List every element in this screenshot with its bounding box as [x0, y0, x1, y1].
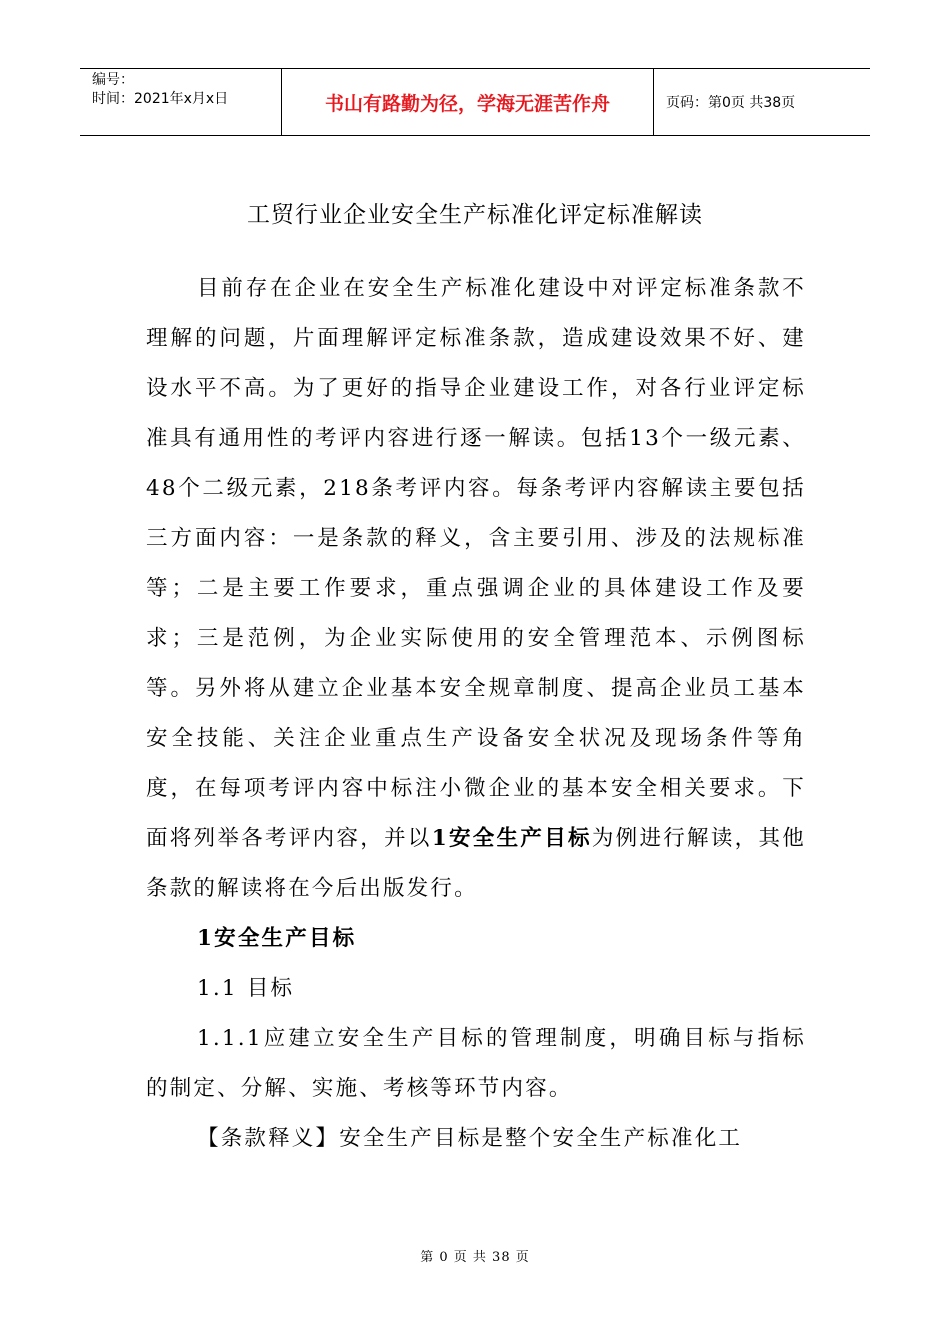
page-footer: 第 0 页 共 38 页: [420, 1250, 530, 1265]
header-meta: [80, 69, 281, 135]
document-date-label: 时间：2021年x月x日: [92, 91, 229, 107]
intro-text-part1: 目前存在企业在安全生产标准化建设中对评定标准条款不理解的问题，片面理解评定标准条款，造成建设效果不好、建设水平不高。为了更好的指导企业建设工作，对各行业评定标准具有通用性的考评内容进行逐一解读。包括13个一级元素、48个二级元素，218条考评内容。每条考评内容解读主要包括三方面内容：一是条款的释义，含主要引用、涉及的法规标准等；二是主要工作要求，重点强调企业的具体建设工作及要求；三是范例，为企业实际使用的安全管理范本、示例图标等。另外将从建立企业基本安全规章制度、提高企业员工基本安全技能、关注企业重点生产设备安全状况及现场条件等角度，在每项考评内容中标注小微企业的基本安全相关要求。下面将列举各考评内容，并以: [146, 276, 806, 851]
intro-text-bold: 1安全生产目标: [431, 826, 592, 851]
header-motto: 书山有路勤为径，学海无涯苦作舟: [324, 92, 610, 115]
header-page-info: 页码：第0页 共38页: [666, 95, 796, 111]
document-body: [146, 264, 806, 1164]
page-header: [80, 68, 870, 136]
subsection-heading: 1.1 目标: [197, 976, 295, 1001]
section-heading: 1安全生产目标: [197, 926, 357, 951]
clause-paragraph: 1.1.1应建立安全生产目标的管理制度，明确目标与指标的制定、分解、实施、考核等环节内容。: [146, 1026, 806, 1101]
document-number-label: 编号：: [92, 72, 134, 88]
document-title: 工贸行业企业安全生产标准化评定标准解读: [247, 202, 703, 228]
header-motto-cell: [281, 69, 654, 135]
interpretation-paragraph: 【条款释义】安全生产目标是整个安全生产标准化工: [197, 1126, 743, 1151]
intro-paragraph: [146, 264, 806, 914]
intro-text-part2: 为例进行解读，其他条款的解读将在今后出版发行。: [146, 826, 806, 901]
